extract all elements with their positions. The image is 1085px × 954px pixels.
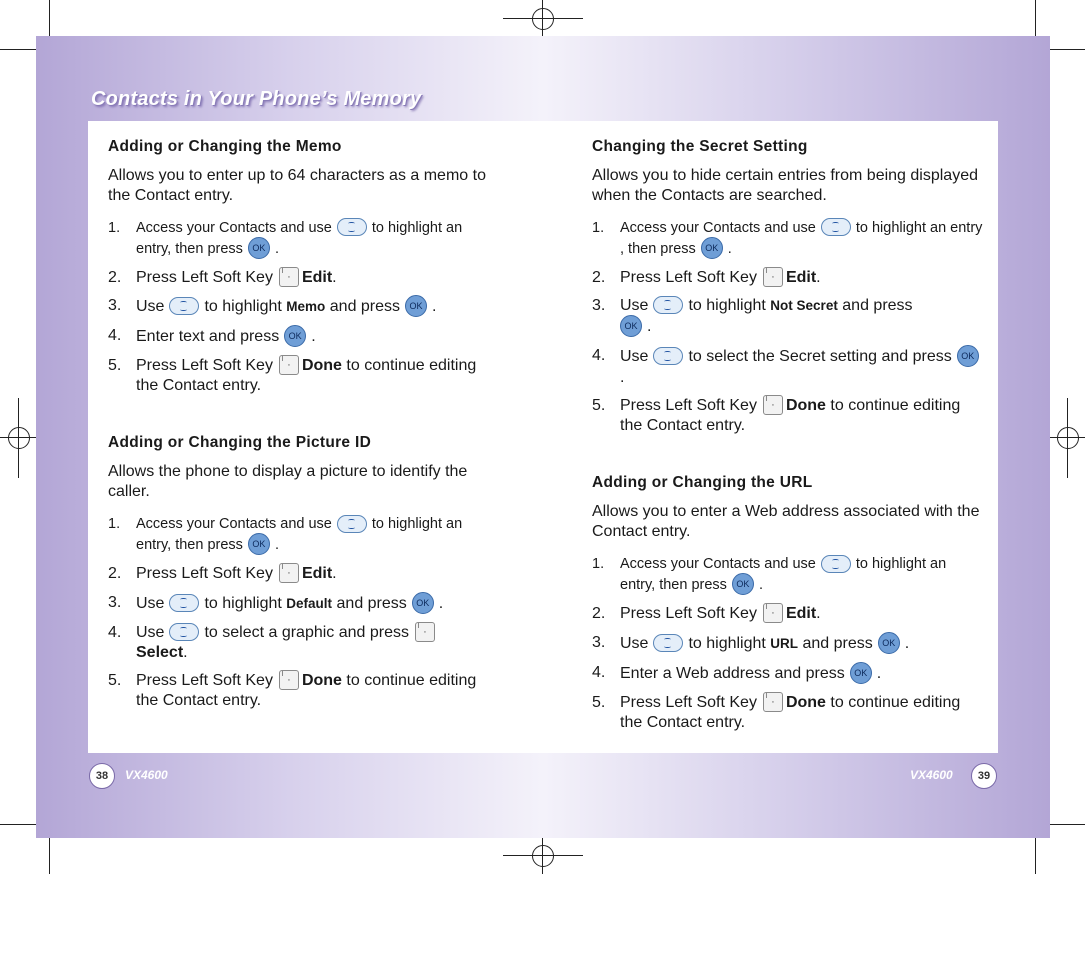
navigation-key-icon (337, 515, 367, 533)
page-number-left: 38 (89, 763, 115, 789)
step-text: to highlight an entry, then press (136, 516, 463, 554)
section-secret-setting (592, 138, 984, 436)
step-number: 1. (108, 220, 121, 236)
step-text: Press Left Soft Key (136, 269, 273, 287)
step-text: to continue editing the Contact entry. (620, 397, 961, 435)
step-item (592, 218, 984, 260)
step-list (108, 514, 493, 711)
step-item (108, 564, 493, 584)
section-title: Adding or Changing the Picture ID (108, 434, 372, 452)
step-item (592, 396, 984, 436)
step-number: 3. (108, 297, 122, 315)
registration-mark (1057, 427, 1079, 449)
ok-key-icon: OK (412, 592, 434, 614)
left-soft-key-icon: · (415, 622, 435, 642)
navigation-key-icon (337, 218, 367, 236)
step-text: to highlight (204, 298, 282, 316)
step-number: 3. (592, 633, 606, 651)
step-keyword: Edit (785, 605, 817, 623)
step-item (592, 604, 984, 624)
step-text: Use (620, 634, 649, 652)
step-number: 2. (592, 605, 606, 623)
step-text: to highlight an entry, then press (620, 556, 947, 594)
page-title: Contacts in Your Phone’s Memory (91, 88, 422, 110)
step-list (592, 218, 984, 436)
navigation-key-icon (169, 297, 199, 315)
step-text: to highlight (688, 634, 766, 652)
section-title: Adding or Changing the URL (592, 474, 813, 492)
step-number: 3. (108, 593, 122, 611)
step-text: to highlight (688, 297, 766, 315)
step-number: 2. (108, 269, 122, 286)
step-number: 2. (108, 565, 122, 583)
step-text: Access your Contacts and use (620, 220, 816, 236)
section-intro: Allows you to hide certain entries from being displayed when the Contacts are searched. (592, 167, 978, 204)
step-text: Press Left Soft Key (620, 397, 757, 415)
crop-mark (1050, 49, 1085, 50)
section-intro: Allows you to enter a Web address associated with the Contact entry. (592, 503, 980, 541)
step-text: to highlight (204, 594, 282, 612)
step-text: to highlight an entry , then press (620, 220, 983, 257)
step-text: Enter a Web address and press (620, 664, 845, 682)
crop-mark (1035, 0, 1036, 36)
step-item (592, 633, 984, 655)
step-text: . (727, 240, 732, 257)
step-text: . (876, 664, 882, 682)
step-keyword: Done (301, 357, 342, 375)
step-keyword: URL (770, 635, 799, 651)
step-item (108, 623, 493, 663)
step-keyword: Done (785, 397, 826, 415)
crop-mark (49, 838, 50, 874)
step-item (108, 593, 493, 615)
step-number: 3. (592, 297, 606, 315)
step-text: . (332, 269, 337, 287)
step-item (108, 514, 493, 556)
step-text: . (332, 565, 337, 583)
ok-key-icon: OK (248, 237, 270, 259)
step-item (108, 218, 493, 260)
step-keyword: Select (136, 643, 184, 661)
registration-mark (532, 845, 554, 867)
step-text: to continue editing the Contact entry. (136, 357, 477, 395)
step-text: . (432, 298, 437, 316)
step-text: . (274, 240, 279, 257)
step-item (108, 356, 493, 396)
crop-mark (49, 0, 50, 36)
step-number: 1. (592, 220, 605, 236)
ok-key-icon: OK (957, 345, 979, 367)
step-text: Access your Contacts and use (136, 220, 332, 236)
left-soft-key-icon: · (763, 692, 783, 712)
step-text: Use (136, 594, 165, 612)
right-page-column (592, 138, 984, 741)
section-spacer (108, 404, 493, 434)
navigation-key-icon (653, 347, 683, 365)
step-keyword: Done (785, 693, 826, 711)
left-soft-key-icon: · (763, 267, 783, 287)
step-text: Access your Contacts and use (620, 556, 816, 573)
step-text: Press Left Soft Key (136, 672, 273, 690)
step-text: and press (842, 297, 913, 315)
section-memo (108, 138, 493, 396)
step-list (108, 218, 493, 396)
section-url (592, 474, 984, 732)
step-item (108, 296, 493, 318)
navigation-key-icon (653, 296, 683, 314)
step-text: to select a graphic and press (204, 623, 410, 641)
step-text: to continue editing the Contact entry. (620, 693, 961, 731)
registration-mark (8, 427, 30, 449)
step-text: . (647, 318, 652, 336)
navigation-key-icon (821, 218, 851, 236)
step-text: to highlight an entry, then press (136, 220, 463, 257)
step-number: 4. (592, 663, 606, 681)
section-picture-id (108, 434, 493, 711)
step-keyword: Edit (301, 269, 333, 287)
ok-key-icon: OK (732, 573, 754, 595)
step-text: . (904, 634, 910, 652)
step-text: Use (620, 297, 649, 315)
section-spacer (592, 444, 984, 474)
navigation-key-icon (169, 594, 199, 612)
step-text: Press Left Soft Key (620, 605, 757, 623)
crop-mark (0, 49, 36, 50)
step-text: Press Left Soft Key (620, 269, 757, 287)
registration-mark (532, 8, 554, 30)
step-text: Press Left Soft Key (136, 357, 273, 375)
step-text: Use (136, 298, 165, 316)
step-text: . (274, 537, 279, 554)
step-number: 5. (592, 693, 606, 711)
step-text: . (620, 369, 625, 387)
step-text: . (311, 328, 316, 346)
model-label-left: VX4600 (125, 768, 168, 782)
step-text: Access your Contacts and use (136, 516, 332, 533)
step-keyword: Default (286, 595, 333, 611)
step-item (592, 693, 984, 733)
step-keyword: Edit (785, 269, 817, 287)
step-item (108, 268, 493, 288)
step-text: . (438, 594, 444, 612)
step-text: . (816, 605, 821, 623)
step-text: Press Left Soft Key (620, 693, 757, 711)
section-intro: Allows you to enter up to 64 characters as a memo to the Contact entry. (108, 167, 486, 204)
step-text: Press Left Soft Key (136, 565, 273, 583)
step-text: . (183, 643, 188, 661)
ok-key-icon: OK (620, 315, 642, 337)
step-item (592, 296, 984, 338)
left-page-column (108, 138, 493, 719)
navigation-key-icon (169, 623, 199, 641)
section-title: Adding or Changing the Memo (108, 138, 342, 155)
left-soft-key-icon: · (279, 670, 299, 690)
crop-mark (1050, 824, 1085, 825)
step-number: 5. (108, 357, 122, 375)
model-label-right: VX4600 (910, 768, 953, 782)
ok-key-icon: OK (284, 325, 306, 347)
section-intro: Allows the phone to display a picture to identify the caller. (108, 463, 468, 501)
step-item (108, 326, 493, 348)
step-text: and press (802, 634, 873, 652)
step-text: and press (329, 298, 401, 316)
navigation-key-icon (653, 634, 683, 652)
page-number-right: 39 (971, 763, 997, 789)
crop-mark (1035, 838, 1036, 874)
step-text: and press (336, 594, 407, 612)
step-text: Enter text and press (136, 328, 280, 346)
step-text: to select the Secret setting and press (688, 348, 952, 366)
step-number: 4. (108, 623, 122, 641)
step-text: . (816, 269, 821, 287)
ok-key-icon: OK (850, 662, 872, 684)
left-soft-key-icon: · (279, 267, 299, 287)
ok-key-icon: OK (878, 632, 900, 654)
left-soft-key-icon: · (763, 603, 783, 623)
step-number: 5. (108, 671, 122, 689)
step-number: 1. (592, 556, 605, 573)
step-keyword: Edit (301, 565, 333, 583)
step-number: 2. (592, 269, 606, 286)
left-soft-key-icon: · (763, 395, 783, 415)
step-number: 1. (108, 516, 121, 533)
crop-mark (0, 824, 36, 825)
ok-key-icon: OK (405, 295, 427, 317)
step-number: 4. (108, 327, 122, 345)
step-text: to continue editing the Contact entry. (136, 672, 477, 710)
step-keyword: Memo (286, 299, 326, 315)
left-soft-key-icon: · (279, 355, 299, 375)
section-title: Changing the Secret Setting (592, 138, 808, 155)
step-number: 4. (592, 347, 606, 365)
step-item (592, 346, 984, 388)
step-number: 5. (592, 397, 606, 415)
step-keyword: Not Secret (770, 298, 838, 314)
navigation-key-icon (821, 555, 851, 573)
step-item (592, 268, 984, 288)
step-text: Use (620, 348, 649, 366)
step-text: . (758, 577, 763, 594)
ok-key-icon: OK (248, 533, 270, 555)
step-item (108, 671, 493, 711)
step-item (592, 663, 984, 685)
ok-key-icon: OK (701, 237, 723, 259)
step-keyword: Done (301, 672, 342, 690)
step-item (592, 554, 984, 596)
step-text: Use (136, 623, 165, 641)
left-soft-key-icon: · (279, 563, 299, 583)
step-list (592, 554, 984, 732)
